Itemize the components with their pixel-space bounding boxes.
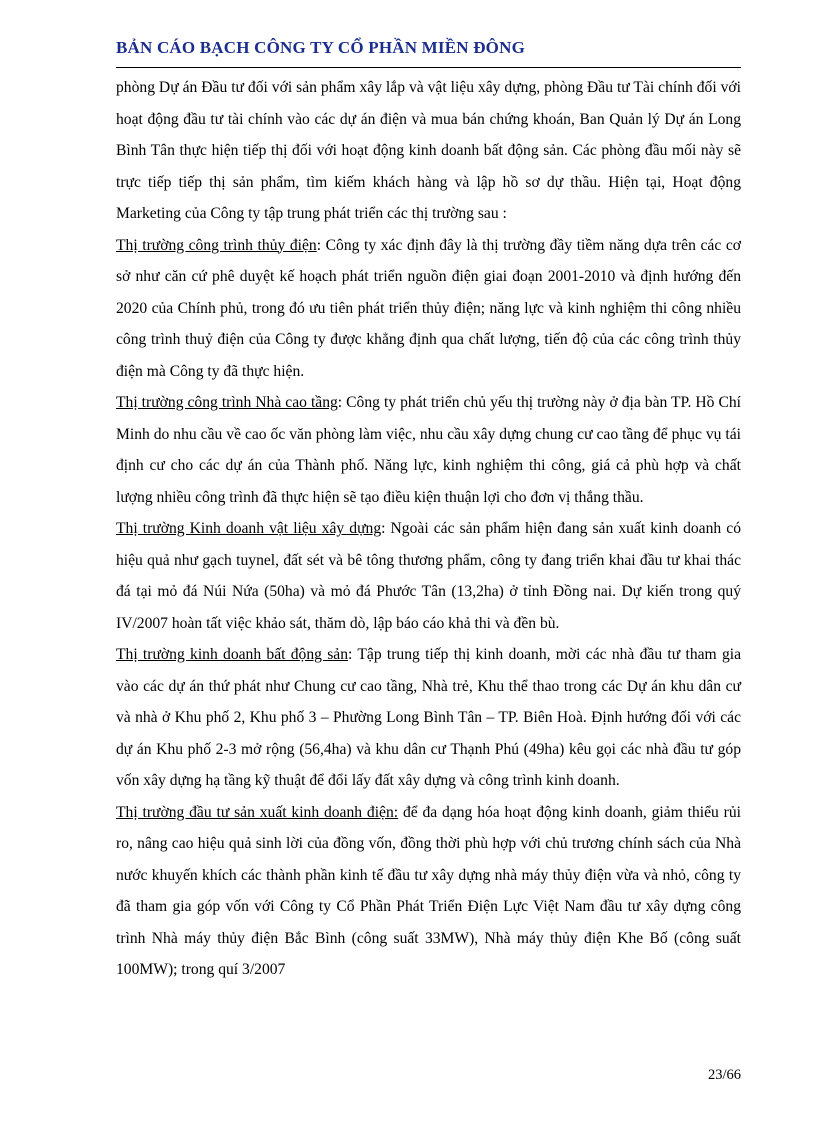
section-heading: Thị trường Kinh doanh vật liệu xây dựng xyxy=(116,520,382,537)
section-hydropower xyxy=(116,230,741,388)
section-real-estate xyxy=(116,639,741,797)
section-text: Tập trung tiếp thị kinh doanh, mời các nhà đầu tư tham gia vào các dự án thứ phát như Chung cư cao tầng, Nhà trẻ, Khu thể thao trong các Dự án khu dân cư và nhà ở Khu phố 2, Khu phố 3 – Phường Long Bình Tân – TP. Biên Hoà. Định hướng đối với các dự án Khu phố 2-3 mở rộng (56,4ha) và khu dân cư Thạnh Phú (49ha) kêu gọi các nhà đầu tư góp vốn xây dựng hạ tầng kỹ thuật để đổi lấy đất xây dựng và công trình kinh doanh. xyxy=(116,646,742,789)
document-body xyxy=(116,72,741,986)
section-building-materials xyxy=(116,513,741,639)
page-header xyxy=(116,36,741,68)
section-text: Ngoài các sản phẩm hiện đang sản xuất kinh doanh có hiệu quả như gạch tuynel, đất sét và bê tông thương phẩm, công ty đang triển khai đầu tư khai thác đá tại mỏ đá Núi Nứa (50ha) và mỏ đá Phước Tân (13,2ha) ở tỉnh Đồng nai. Dự kiến trong quý IV/2007 hoàn tất việc khảo sát, thăm dò, lập báo cáo khả thi và đền bù. xyxy=(116,520,741,632)
page-number: 23/66 xyxy=(707,1067,741,1083)
section-power-investment xyxy=(116,797,741,986)
section-separator: : xyxy=(337,394,347,411)
section-heading: Thị trường kinh doanh bất động sản xyxy=(116,646,349,663)
section-separator: : xyxy=(316,236,326,254)
document-title: BẢN CÁO BẠCH CÔNG TY CỔ PHẦN MIỀN ĐÔNG xyxy=(116,38,526,57)
section-heading: Thị trường công trình Nhà cao tầng xyxy=(116,394,338,411)
intro-paragraph: phòng Dự án Đầu tư đối với sản phẩm xây lắp và vật liệu xây dựng, phòng Đầu tư Tài chính đối với hoạt động đầu tư tài chính vào các dự án điện và mua bán chứng khoán, Ban Quản lý Dự án Long Bình Tân thực hiện tiếp thị đối với hoạt động kinh doanh bất động sản. Các phòng đầu mối này sẽ trực tiếp tiếp thị sản phẩm, tìm kiếm khách hàng và lập hồ sơ dự thầu. Hiện tại, Hoạt động Marketing của Công ty tập trung phát triển các thị trường sau : xyxy=(116,79,741,222)
section-text: Công ty phát triển chủ yếu thị trường này ở địa bàn TP. Hồ Chí Minh do nhu cầu về cao ốc văn phòng làm việc, nhu cầu xây dựng chung cư cao tầng để phục vụ tái định cư cho các dự án của Thành phố. Năng lực, kinh nghiệm thi công, giá cả phù hợp và chất lượng nhiều công trình đã thực hiện sẽ tạo điều kiện thuận lợi cho đơn vị thắng thầu. xyxy=(116,394,742,506)
section-heading: Thị trường đầu tư sản xuất kinh doanh điện: xyxy=(116,803,399,821)
section-separator: : xyxy=(348,646,358,663)
section-high-rise xyxy=(116,387,741,513)
section-text: để đa dạng hóa hoạt động kinh doanh, giảm thiểu rủi ro, nâng cao hiệu quả sinh lời của đồng vốn, đồng thời phù hợp với chủ trương chính sách của Nhà nước khuyến khích các thành phần kinh tế đầu tư xây dựng nhà máy thủy điện vừa và nhỏ, công ty đã tham gia góp vốn với Công ty Cổ Phần Phát Triển Điện Lực Việt Nam đầu tư xây dựng công trình Nhà máy thủy điện Bắc Bình (công suất 33MW), Nhà máy thủy điện Khe Bố (công suất 100MW); trong quí 3/2007 xyxy=(116,803,741,978)
section-separator: : xyxy=(381,520,391,537)
section-text: Công ty xác định đây là thị trường đầy tiềm năng dựa trên các cơ sở như căn cứ phê duyệt kế hoạch phát triển nguồn điện giai đoạn 2001-2010 và định hướng đến 2020 của Chính phủ, trong đó ưu tiên phát triển thủy điện; năng lực và kinh nghiệm thi công nhiều công trình thuỷ điện của Công ty được khẳng định qua chất lượng, tiến độ của các công trình thủy điện mà Công ty đã thực hiện. xyxy=(116,236,741,380)
section-heading: Thị trường công trình thủy điện xyxy=(116,236,317,254)
